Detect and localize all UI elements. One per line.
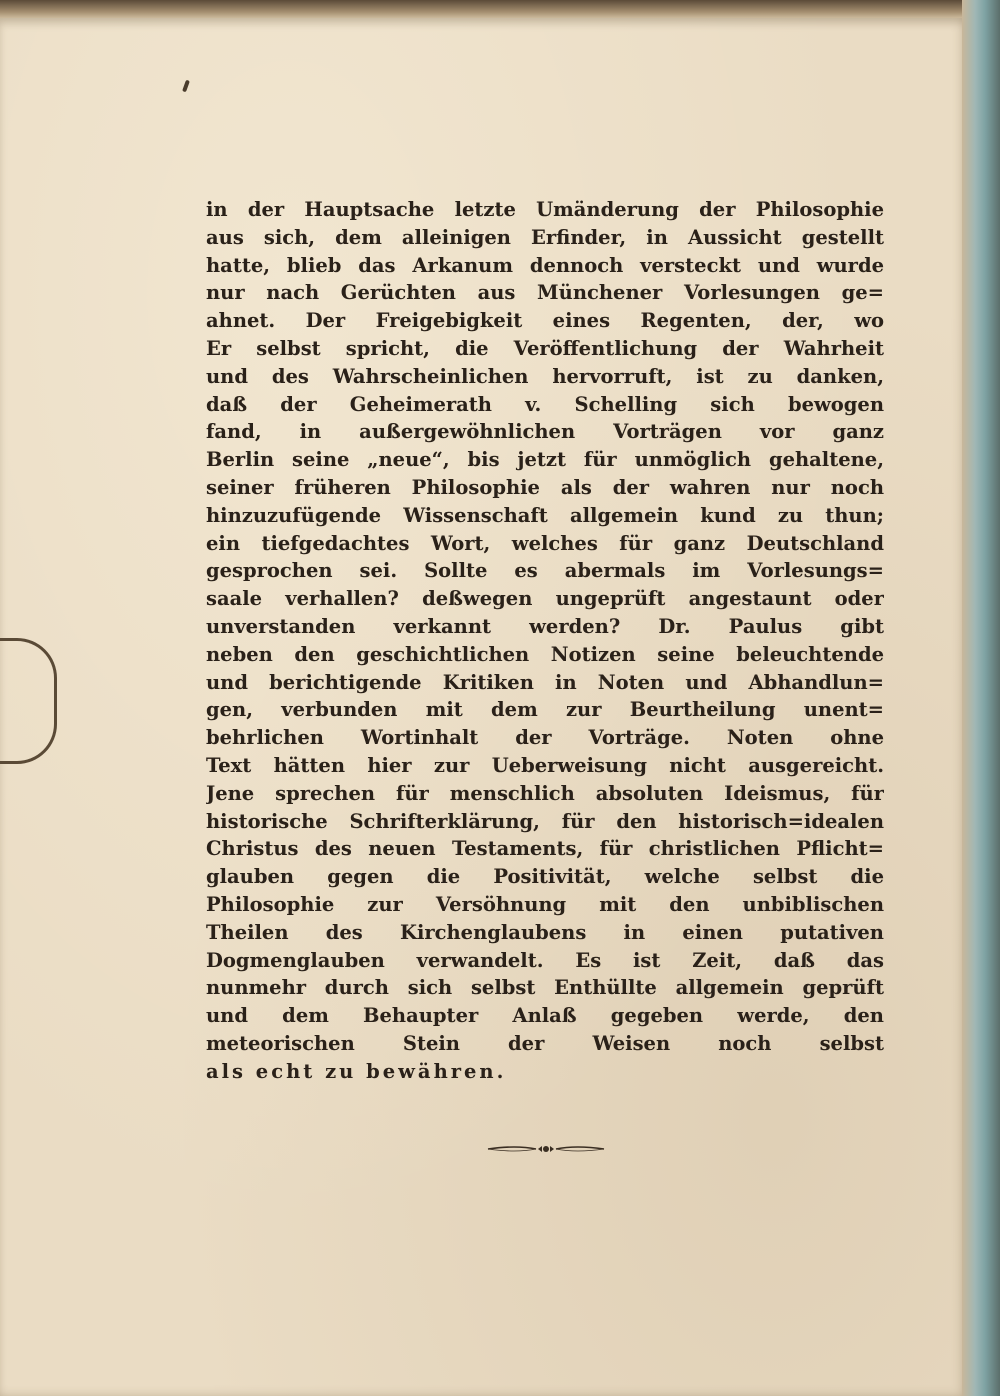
text-line: aus sich, dem alleinigen Erfinder, in Aussicht gestellt bbox=[206, 225, 884, 249]
text-line: Dogmenglauben verwandelt. Es ist Zeit, daß das bbox=[206, 948, 884, 972]
text-line: glauben gegen die Positivität, welche selbst die bbox=[206, 865, 884, 889]
text-line: als echt zu bewähren. bbox=[206, 1059, 507, 1083]
text-line: Christus des neuen Testaments, für christlichen Pflicht= bbox=[206, 837, 884, 861]
text-line: und des Wahrscheinlichen hervorruft, ist zu danken, bbox=[206, 364, 884, 388]
text-line: gesprochen sei. Sollte es abermals im Vorlesungs= bbox=[206, 559, 884, 583]
text-line: nur nach Gerüchten aus Münchener Vorlesungen ge= bbox=[206, 281, 884, 305]
text-line: Berlin seine „neue“, bis jetzt für unmöglich gehaltene, bbox=[206, 448, 884, 472]
text-line: behrlichen Wortinhalt der Vorträge. Noten ohne bbox=[206, 726, 884, 750]
text-line: meteorischen Stein der Weisen noch selbst bbox=[206, 1031, 884, 1055]
text-line: fand, in außergewöhnlichen Vorträgen vor ganz bbox=[206, 420, 884, 444]
text-line: neben den geschichtlichen Notizen seine beleuchtende bbox=[206, 642, 884, 666]
tailpiece-ornament-icon bbox=[486, 1142, 606, 1156]
book-spine-edge bbox=[962, 0, 1000, 1396]
text-line: und berichtigende Kritiken in Noten und Abhandlun= bbox=[206, 670, 884, 694]
text-line: seiner früheren Philosophie als der wahren nur noch bbox=[206, 475, 884, 499]
text-line: historische Schrifterklärung, für den historisch=idealen bbox=[206, 809, 884, 833]
text-line: Text hätten hier zur Ueberweisung nicht ausgereicht. bbox=[206, 753, 884, 777]
text-line: hinzuzufügende Wissenschaft allgemein kund zu thun; bbox=[206, 503, 884, 527]
text-line: daß der Geheimerath v. Schelling sich bewogen bbox=[206, 392, 884, 416]
body-text bbox=[206, 196, 884, 1086]
text-line: hatte, blieb das Arkanum dennoch versteckt und wurde bbox=[206, 253, 884, 277]
text-line: in der Hauptsache letzte Umänderung der Philosophie bbox=[206, 198, 884, 221]
text-line: ein tiefgedachtes Wort, welches für ganz Deutschland bbox=[206, 531, 884, 555]
binding-loop-icon bbox=[0, 638, 57, 764]
text-line: unverstanden verkannt werden? Dr. Paulus gibt bbox=[206, 614, 884, 638]
text-line: gen, verbunden mit dem zur Beurtheilung unent= bbox=[206, 698, 884, 722]
book-top-edge bbox=[0, 0, 1000, 20]
text-line: ahnet. Der Freigebigkeit eines Regenten, der, wo bbox=[206, 309, 884, 333]
ink-mark bbox=[182, 80, 190, 93]
text-line: Jene sprechen für menschlich absoluten Ideismus, für bbox=[206, 781, 884, 805]
text-line: und dem Behaupter Anlaß gegeben werde, den bbox=[206, 1004, 884, 1028]
text-line: nunmehr durch sich selbst Enthüllte allgemein geprüft bbox=[206, 976, 884, 1000]
text-line: Er selbst spricht, die Veröffentlichung der Wahrheit bbox=[206, 336, 884, 360]
text-line: Theilen des Kirchenglaubens in einen putativen bbox=[206, 920, 884, 944]
text-line: saale verhallen? deßwegen ungeprüft angestaunt oder bbox=[206, 587, 884, 611]
text-line: Philosophie zur Versöhnung mit den unbiblischen bbox=[206, 892, 884, 916]
